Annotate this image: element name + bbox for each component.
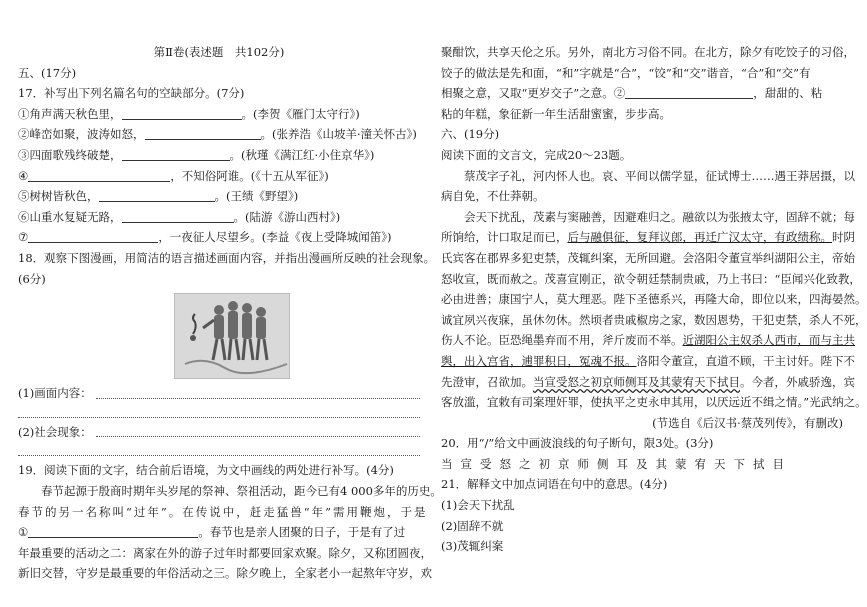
- q17-item: ③四面歌残终破楚， 。(秋瑾《满江红·小住京华》): [18, 147, 375, 162]
- passage-line: ① 。春节也是亲人团聚的日子，于是有了过: [18, 525, 406, 540]
- q17-item: ⑥山重水复疑无路， 。(陆游《游山西村》): [18, 209, 341, 224]
- q17-item: ⑤树树皆秋色， 。(王绩《野望》): [18, 189, 299, 204]
- classical-text-line: 怒收宣，既而赦之。茂喜宣刚正，欲令朝廷禁制贵戚，乃上书曰：“臣闻兴化致教，: [441, 271, 861, 286]
- passage-line: 饺子的做法是先和面，“和”字就是“合”，“饺”和“交”谐音，“合”和“交”有: [441, 65, 811, 80]
- q17-item: ①角声满天秋色里， 。(李贺《雁门太守行》): [18, 106, 360, 121]
- classical-text-line: 病自免，不仕莽朝。: [441, 189, 545, 204]
- answer-blank[interactable]: [145, 127, 261, 140]
- answer-line[interactable]: [18, 454, 420, 456]
- answer-blank[interactable]: [625, 86, 753, 99]
- question-18-score: (6分): [18, 271, 46, 286]
- classical-text-line: 必由进善；康国宁人，莫大理恶。陛下圣德系兴，再隆大命，即位以来，四海晏然。: [441, 292, 867, 307]
- right-column: [441, 0, 867, 557]
- passage-line: 粘的年糕，象征新一年生活甜蜜蜜，步步高。: [441, 106, 671, 121]
- part-six-heading: 六、(19分): [441, 127, 500, 142]
- answer-blank[interactable]: [99, 189, 215, 202]
- answer-line[interactable]: [96, 436, 420, 437]
- q18-answer-content[interactable]: [18, 383, 420, 404]
- underlined-sentence: 后与融俱征，复拜议郎，再迁广汉太守，有政绩称。: [567, 230, 832, 245]
- cartoon-image: [174, 293, 290, 379]
- classical-text-line: 舆，出入宫省，逋罪积日，冤魂不报。洛阳令董宣，直道不顾，干主讨奸。陛下不: [441, 353, 855, 368]
- question-21: 21．解释文中加点词语在句中的意思。(4分): [441, 477, 668, 492]
- answer-blank[interactable]: [28, 525, 198, 538]
- reading-intro: 阅读下面的文言文，完成20～23题。: [441, 147, 632, 162]
- passage-line: 聚酣饮，共享天伦之乐。另外，南北方习俗不同。在北方，除夕有吃饺子的习俗，: [441, 45, 855, 59]
- passage-line: 新旧交替，守岁是最重要的年俗活动之三。除夕晚上，全家老小一起熬年守岁，欢: [18, 566, 432, 581]
- classical-text-line: 所饷给，计口取足而已，后与融俱征，复拜议郎，再迁广汉太守，有政绩称。时阴: [441, 230, 855, 245]
- answer-blank[interactable]: [28, 230, 158, 243]
- source-note: (节选自《后汉书·蔡茂列传》，有删改): [652, 415, 843, 430]
- q17-item: ②峰峦如聚，波涛如怒， 。(张养浩《山坡羊·潼关怀古》): [18, 127, 417, 142]
- q21-item: (2)固辞不就: [441, 518, 504, 533]
- q18-label-b: (2)社会现象：: [18, 424, 92, 439]
- answer-line[interactable]: [18, 416, 420, 418]
- passage-line: 相聚之意，又取“更岁交子”之意。② ，甜甜的、粘: [441, 86, 823, 101]
- classical-text-line: 诚宜夙兴夜寐，虽休勿休。然顷者贵戚椒房之家，数因恩势，干犯吏禁，杀人不死，: [441, 312, 867, 327]
- answer-blank[interactable]: [122, 148, 230, 161]
- classical-text-line: 客放滥，宜敕有司案理奸罪，使执平之吏永申其用，以厌远近不缉之情。”光武纳之。: [441, 395, 867, 410]
- underlined-sentence: 近湖阳公主奴杀人西市，而与主共: [682, 333, 855, 348]
- answer-blank[interactable]: [122, 210, 234, 223]
- q21-item: (3)茂辄纠案: [441, 539, 504, 554]
- underlined-sentence: 舆，出入宫省，逋罪积日，冤魂不报。: [441, 353, 637, 368]
- answer-blank[interactable]: [122, 107, 242, 120]
- question-17: 17．补写出下列名篇名句的空缺部分。(7分): [18, 86, 245, 101]
- cartoon-drawing: [175, 294, 289, 378]
- q17-item: ⑦ ，一夜征人尽望乡。(李益《夜上受降城闻笛》): [18, 230, 392, 245]
- left-column: [18, 0, 442, 584]
- passage-line: 春节的另一名称叫“过年”。在传说中，赶走猛兽“年”需用鞭炮，于是: [18, 504, 428, 519]
- classical-text-line: 氏宾客在郡界多犯吏禁，茂辄纠案，无所回避。会洛阳令董宣举纠湖阳公主，帝始: [441, 250, 855, 265]
- question-19: 19．阅读下面的文字，结合前后语境，为文中画线的两处进行补写。(4分): [18, 463, 394, 478]
- question-18: 18．观察下图漫画，用简洁的语言描述画面内容，并指出漫画所反映的社会现象。: [18, 250, 436, 265]
- q17-item: ④ ，不知俗阿谁。(《十五从军征》): [18, 168, 329, 183]
- question-20: 20．用“/”给文中画波浪线的句子断句，限3处。(3分): [441, 436, 714, 451]
- answer-blank[interactable]: [28, 169, 170, 182]
- q20-sentence[interactable]: 当宣受怒之初京师侧耳及其蒙宥天下拭目: [441, 456, 792, 471]
- passage-line: 春节起源于殷商时期年头岁尾的祭神、祭祖活动，距今已有4 000多年的历史。: [41, 483, 442, 498]
- q18-label-a: (1)画面内容：: [18, 386, 92, 401]
- section-title: 第Ⅱ卷(表述题 共102分): [153, 45, 285, 59]
- part-five-heading: 五、(17分): [18, 65, 77, 80]
- q21-item: (1)会天下扰乱: [441, 498, 515, 513]
- classical-text-line: 蔡茂字子礼，河内怀人也。哀、平间以儒学显，征试博士……遇王莽居摄，以: [464, 168, 855, 183]
- wavy-underlined-sentence: 当宣受怒之初京师侧耳及其蒙宥天下拭目: [533, 374, 740, 389]
- answer-line[interactable]: [96, 398, 420, 399]
- classical-text-line: 会天下扰乱，茂素与窦融善，因避难归之。融欲以为张掖太守，固辞不就；每: [464, 209, 855, 224]
- passage-line: 年最重要的活动之二：离家在外的游子过年时都要回家欢聚。除夕，又称团圆夜，: [18, 545, 432, 560]
- q18-answer-phenomenon[interactable]: [18, 422, 420, 443]
- classical-text-line: 先澄审，召欲加。当宣受怒之初京师侧耳及其蒙宥天下拭目。今者，外戚骄逸，宾: [441, 374, 855, 389]
- classical-text-line: 伤人不论。臣恐绳墨弃而不用，斧斤废而不举。近湖阳公主奴杀人西市，而与主共: [441, 333, 855, 348]
